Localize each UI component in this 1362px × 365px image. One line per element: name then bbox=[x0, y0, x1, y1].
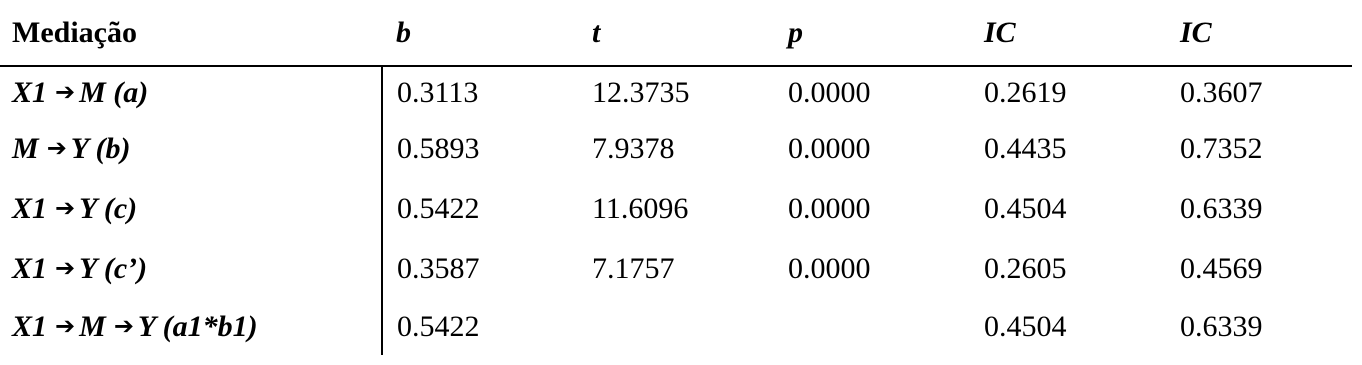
header-row bbox=[0, 0, 1352, 66]
right-arrow-icon: ➔ bbox=[55, 194, 76, 222]
path-variable: X1 bbox=[12, 76, 48, 109]
path-variable: Y (c) bbox=[79, 192, 138, 225]
header-mediacao: Mediação bbox=[0, 0, 382, 66]
cell-t bbox=[578, 299, 774, 355]
path-variable: M bbox=[79, 310, 106, 343]
cell-p: 0.0000 bbox=[788, 192, 871, 225]
table-row bbox=[0, 119, 1352, 179]
cell-b: 0.5422 bbox=[397, 192, 480, 225]
cell-ic-upper: 0.6339 bbox=[1180, 310, 1263, 343]
cell-t: 7.9378 bbox=[592, 132, 675, 165]
path-variable: Y (b) bbox=[70, 132, 131, 165]
header-t: t bbox=[578, 0, 774, 66]
row-label-x1-y-c bbox=[0, 179, 382, 239]
right-arrow-icon: ➔ bbox=[113, 312, 134, 340]
row-label-x1-y-c-prime bbox=[0, 239, 382, 299]
row-label-x1-m-y-a1b1 bbox=[0, 299, 382, 355]
table-row bbox=[0, 299, 1352, 355]
path-variable: X1 bbox=[12, 192, 48, 225]
cell-ic-upper: 0.7352 bbox=[1180, 132, 1263, 165]
cell-t: 7.1757 bbox=[592, 252, 675, 285]
header-ic-upper: IC bbox=[1166, 0, 1352, 66]
cell-p bbox=[774, 299, 970, 355]
row-label-m-y-b bbox=[0, 119, 382, 179]
cell-p: 0.0000 bbox=[788, 252, 871, 285]
cell-ic-lower: 0.2605 bbox=[984, 252, 1067, 285]
right-arrow-icon: ➔ bbox=[55, 254, 76, 282]
table-row bbox=[0, 179, 1352, 239]
path-variable: X1 bbox=[12, 310, 48, 343]
cell-t: 11.6096 bbox=[592, 192, 689, 225]
header-p: p bbox=[774, 0, 970, 66]
header-ic-lower: IC bbox=[970, 0, 1166, 66]
path-variable: M (a) bbox=[79, 76, 149, 109]
cell-ic-upper: 0.3607 bbox=[1180, 76, 1263, 109]
cell-t: 12.3735 bbox=[592, 76, 690, 109]
cell-ic-upper: 0.4569 bbox=[1180, 252, 1263, 285]
cell-b: 0.5422 bbox=[397, 310, 480, 343]
cell-b: 0.3587 bbox=[397, 252, 480, 285]
right-arrow-icon: ➔ bbox=[55, 78, 76, 106]
header-b: b bbox=[382, 0, 578, 66]
table-row bbox=[0, 239, 1352, 299]
cell-p: 0.0000 bbox=[788, 132, 871, 165]
table-row bbox=[0, 66, 1352, 119]
path-variable: M bbox=[12, 132, 39, 165]
cell-b: 0.3113 bbox=[397, 76, 479, 109]
right-arrow-icon: ➔ bbox=[46, 134, 67, 162]
cell-ic-upper: 0.6339 bbox=[1180, 192, 1263, 225]
cell-ic-lower: 0.4504 bbox=[984, 310, 1067, 343]
right-arrow-icon: ➔ bbox=[55, 312, 76, 340]
path-variable: Y (a1*b1) bbox=[137, 310, 258, 343]
path-variable: X1 bbox=[12, 252, 48, 285]
path-variable: Y (c’) bbox=[79, 252, 148, 285]
cell-ic-lower: 0.4504 bbox=[984, 192, 1067, 225]
cell-ic-lower: 0.4435 bbox=[984, 132, 1067, 165]
row-label-x1-m-a bbox=[0, 66, 382, 119]
cell-p: 0.0000 bbox=[788, 76, 871, 109]
cell-b: 0.5893 bbox=[397, 132, 480, 165]
cell-ic-lower: 0.2619 bbox=[984, 76, 1067, 109]
